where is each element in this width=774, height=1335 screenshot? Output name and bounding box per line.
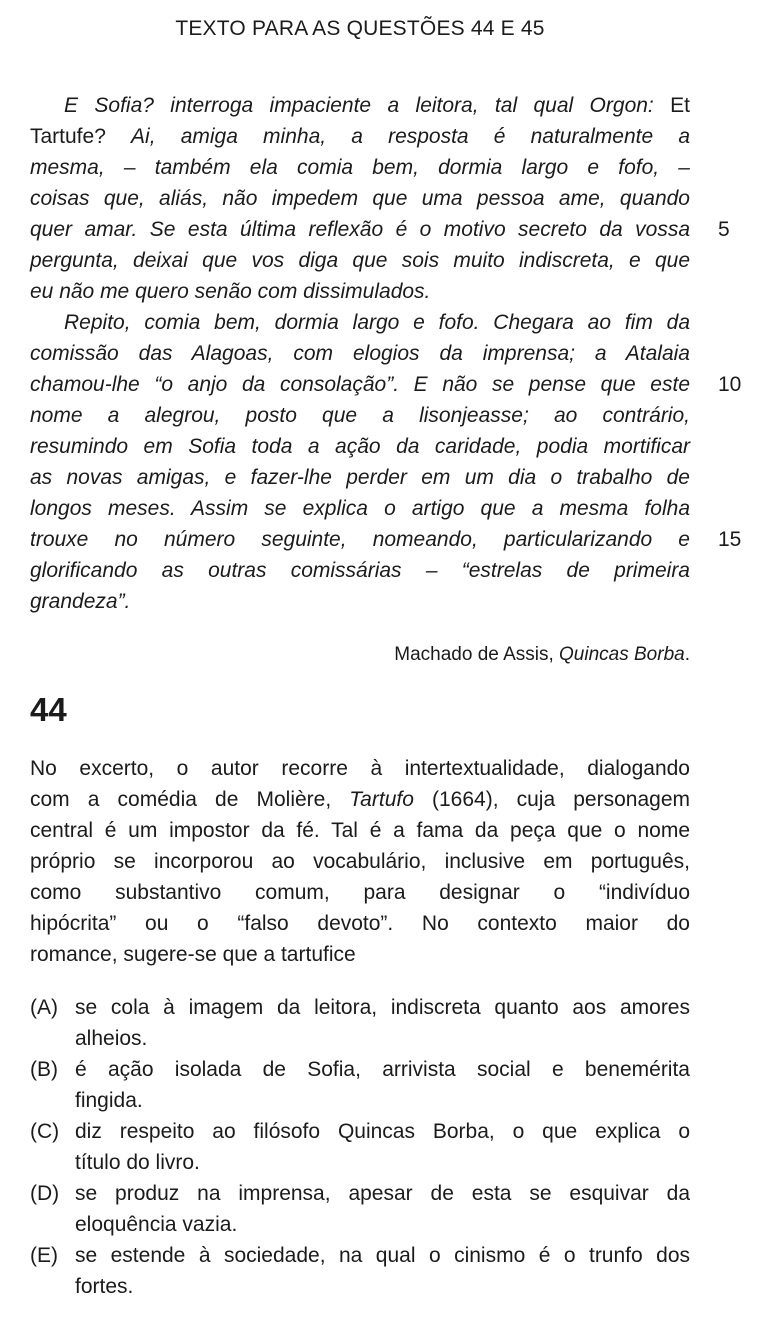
text-run: glorificando as outras comissárias – “estrelas de primeira — [30, 559, 690, 582]
option-line — [75, 1085, 690, 1116]
option-line — [75, 1116, 690, 1147]
text-run: se estende à sociedade, na qual o cinismo é o trunfo dos — [75, 1244, 690, 1267]
option-label: (E) — [30, 1244, 58, 1267]
option-line — [75, 1023, 690, 1054]
passage-line — [30, 307, 690, 338]
passage-line — [30, 493, 690, 524]
question-number: 44 — [30, 691, 67, 728]
option-line — [75, 992, 690, 1023]
question-line — [30, 815, 690, 846]
question-stem — [30, 753, 690, 970]
text-run: próprio se incorporou ao vocabulário, inclusive em português, — [30, 850, 690, 873]
text-run: No excerto, o autor recorre à intertextualidade, dialogando — [30, 757, 690, 780]
text-run: comissão das Alagoas, com elogios da imprensa; a Atalaia — [30, 342, 690, 365]
question-line — [30, 939, 690, 970]
option-label: (A) — [30, 996, 58, 1019]
line-number-5: 5 — [718, 218, 730, 241]
text-run: E Sofia? interroga impaciente a leitora, tal qual Orgon: — [64, 94, 654, 117]
passage-line — [30, 245, 690, 276]
text-run: eu não me quero senão com dissimulados. — [30, 280, 431, 303]
option-line — [75, 1209, 690, 1240]
text-run: com a comédia de Molière, — [30, 788, 350, 811]
text-run: alheios. — [75, 1027, 148, 1050]
option-line — [75, 1178, 690, 1209]
options-list — [30, 992, 774, 1302]
text-run: título do livro. — [75, 1151, 200, 1174]
question-line — [30, 784, 690, 815]
text-run: grandeza”. — [30, 590, 131, 613]
option-text — [75, 1240, 690, 1302]
option-text — [75, 992, 690, 1054]
text-run: resumindo em Sofia toda a ação da caridade, podia mortificar — [30, 435, 690, 458]
text-run: se cola à imagem da leitora, indiscreta quanto aos amores — [75, 996, 690, 1019]
text-run: nome a alegrou, posto que a lisonjeasse; ao contrário, — [30, 404, 690, 427]
text-run: central é um impostor da fé. Tal é a fama da peça que o nome — [30, 819, 690, 842]
text-run: Repito, comia bem, dormia largo e fofo. Chegara ao fim da — [64, 311, 690, 334]
passage-lines — [30, 90, 690, 617]
option-label: (C) — [30, 1120, 60, 1143]
passage-line — [30, 555, 690, 586]
text-run: (1664), cuja personagem — [413, 788, 690, 811]
text-run: chamou-lhe “o anjo da consolação”. E não se pense que este — [30, 373, 690, 396]
passage-header-title: TEXTO PARA AS QUESTÕES 44 E 45 — [175, 17, 545, 40]
text-run: se produz na imprensa, apesar de esta se esquivar da — [75, 1182, 690, 1205]
text-run: romance, sugere-se que a tartufice — [30, 943, 356, 966]
option-line — [75, 1271, 690, 1302]
option-item-D — [30, 1178, 690, 1240]
text-run: Et — [653, 94, 690, 117]
text-run: Machado de Assis, — [394, 644, 560, 665]
passage-text — [30, 90, 742, 617]
option-item-C — [30, 1116, 690, 1178]
text-run: . — [684, 644, 690, 665]
passage-line — [30, 338, 690, 369]
question-line — [30, 753, 690, 784]
passage-line — [30, 400, 690, 431]
option-item-B — [30, 1054, 690, 1116]
passage-line — [30, 121, 690, 152]
option-line — [75, 1147, 690, 1178]
text-run: trouxe no número seguinte, nomeando, particularizando e — [30, 528, 690, 551]
option-label: (D) — [30, 1182, 60, 1205]
text-run: Tartufe? — [30, 125, 132, 148]
text-run: eloquência vazia. — [75, 1213, 238, 1236]
option-text — [75, 1178, 690, 1240]
option-label: (B) — [30, 1058, 58, 1081]
text-run: Tartufo — [349, 788, 414, 811]
option-line — [75, 1240, 690, 1271]
option-text — [75, 1116, 690, 1178]
text-run: pergunta, deixai que vos diga que sois muito indiscreta, e que — [30, 249, 690, 272]
passage-line — [30, 152, 690, 183]
text-run: mesma, – também ela comia bem, dormia largo e fofo, – — [30, 156, 690, 179]
passage-line — [30, 586, 690, 617]
passage-line — [30, 524, 690, 555]
attribution — [30, 643, 690, 667]
question-line — [30, 908, 690, 939]
option-text — [75, 1054, 690, 1116]
text-run: hipócrita” ou o “falso devoto”. No contexto maior do — [30, 912, 690, 935]
text-run: é ação isolada de Sofia, arrivista social e benemérita — [75, 1058, 690, 1081]
text-run: como substantivo comum, para designar o “indivíduo — [30, 881, 690, 904]
text-run: quer amar. Se esta última reflexão é o motivo secreto da vossa — [30, 218, 690, 241]
line-number-10: 10 — [718, 373, 742, 396]
question-line — [30, 846, 690, 877]
option-line — [75, 1054, 690, 1085]
text-run: coisas que, aliás, não impedem que uma pessoa ame, quando — [30, 187, 690, 210]
text-run: Quincas Borba — [559, 644, 685, 665]
passage-line — [30, 462, 690, 493]
text-run: fingida. — [75, 1089, 143, 1112]
line-number-15: 15 — [718, 528, 742, 551]
text-run: as novas amigas, e fazer-lhe perder em um dia o trabalho de — [30, 466, 690, 489]
text-run: Ai, amiga minha, a resposta é naturalmente a — [131, 125, 691, 148]
text-run: longos meses. Assim se explica o artigo que a mesma folha — [30, 497, 690, 520]
passage-line — [30, 369, 690, 400]
passage-line — [30, 214, 690, 245]
question-line — [30, 877, 690, 908]
passage-line — [30, 431, 690, 462]
text-run: diz respeito ao filósofo Quincas Borba, o que explica o — [75, 1120, 690, 1143]
option-item-A — [30, 992, 690, 1054]
passage-line — [30, 276, 690, 307]
passage-line — [30, 90, 690, 121]
text-run: fortes. — [75, 1275, 134, 1298]
passage-line — [30, 183, 690, 214]
option-item-E — [30, 1240, 690, 1302]
